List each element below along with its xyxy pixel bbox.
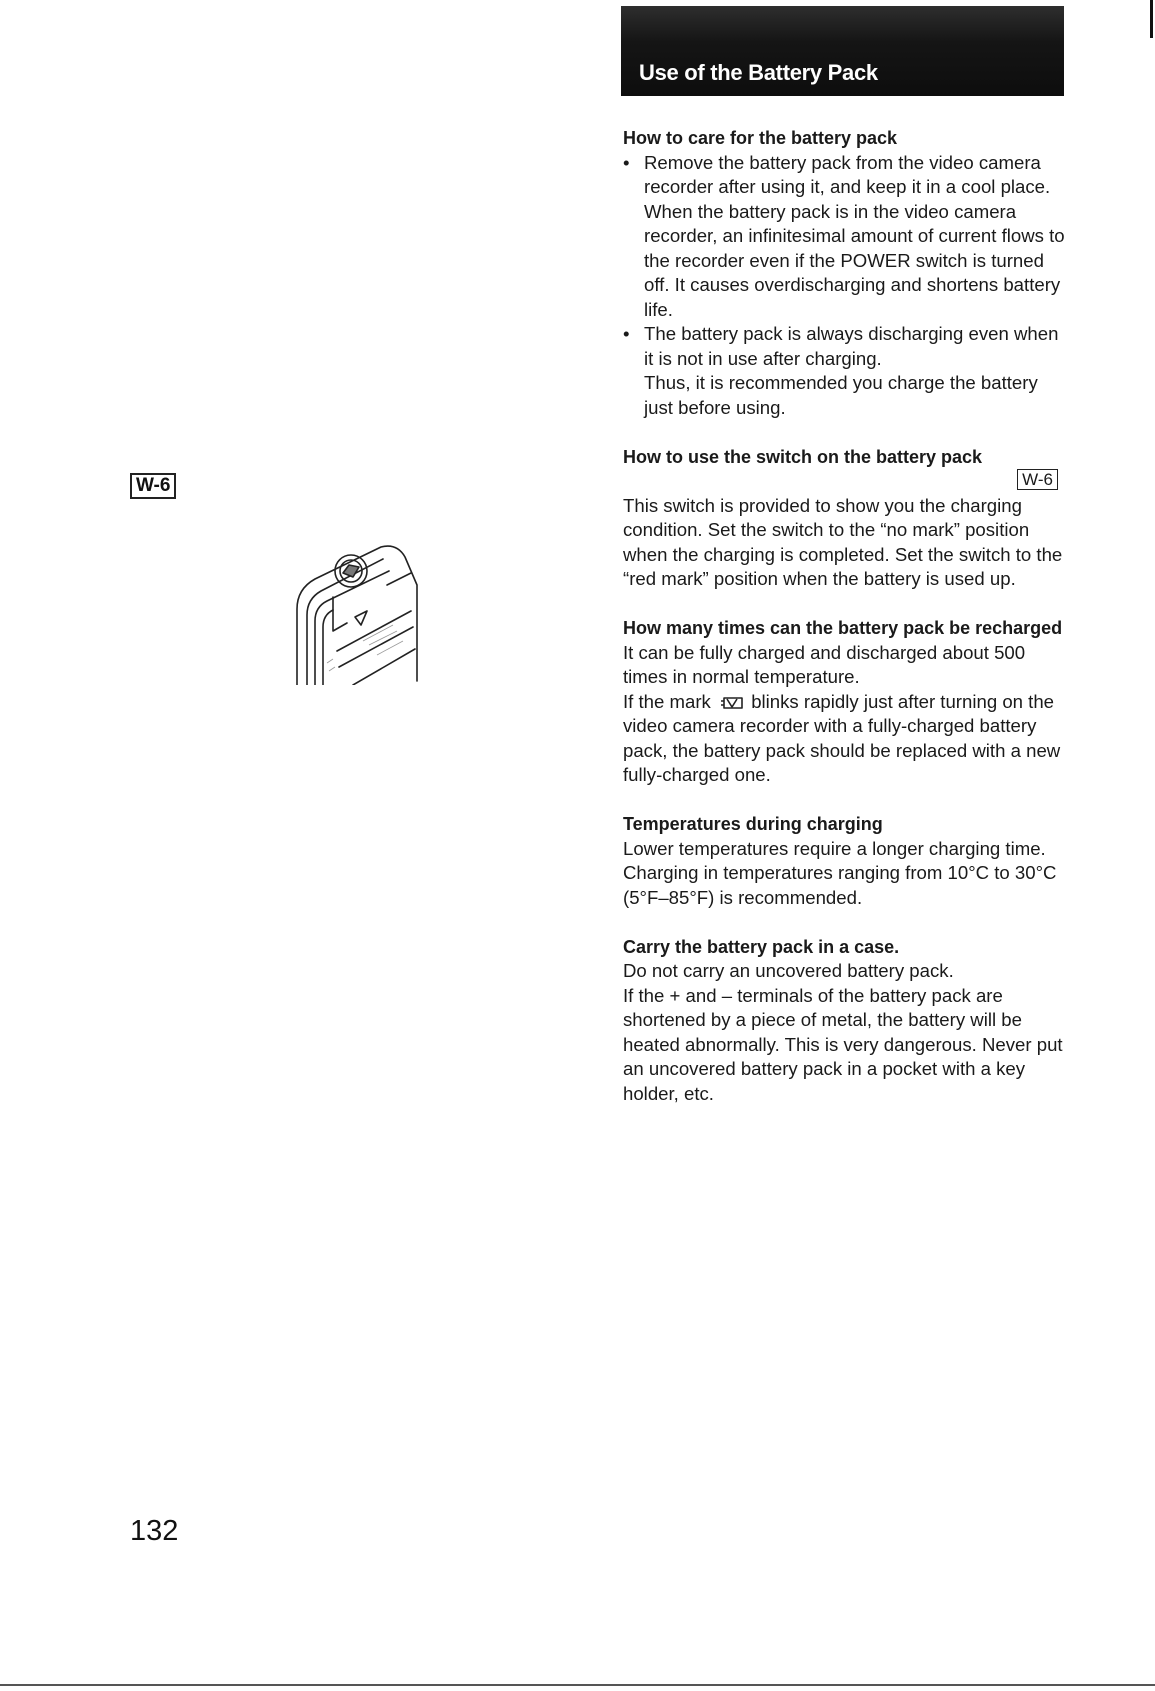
section-heading: How to care for the battery pack [623,128,898,148]
battery-mark-icon [716,694,746,710]
battery-pack-illustration [293,545,421,685]
section-charging-temperatures [623,812,1068,910]
page-title: Use of the Battery Pack [639,60,878,85]
page-edge-mark [1150,0,1153,38]
bullet-paragraph: The battery pack is always discharging even when it is not in use after charging. [644,323,1059,369]
section-paragraph: This switch is provided to show you the charging condition. Set the switch to the “no mark” position when the charging is completed. Set the switch to the “red mark” position when the battery is used up. [623,494,1063,589]
section-battery-care [623,126,1068,420]
bullet-paragraph: When the battery pack is in the video camera recorder, an infinitesimal amount of current flows to the recorder even if the POWER switch is turned off. It causes overdischarging and shortens battery life. [644,200,1065,320]
section-heading: Carry the battery pack in a case. [623,936,900,957]
section-paragraph: It can be fully charged and discharged about 500 times in normal temperature. [623,641,1026,687]
section-heading: Temperatures during charging [623,814,883,834]
page-number: 132 [130,1515,179,1547]
bullet-item [623,151,1068,323]
text-column [623,126,1068,1131]
bullet-icon: • [623,151,630,173]
bullet-icon: • [623,323,630,344]
bullet-paragraph: Remove the battery pack from the video camera recorder after using it, and keep it in a cool place. [644,151,1051,197]
section-paragraph: Charging in temperatures ranging from 10°C to 30°C (5°F–85°F) is recommended. [623,862,1057,908]
section-paragraph: Do not carry an uncovered battery pack. [623,960,954,981]
figure-label: W-6 [130,473,176,499]
section-header-bar [621,6,1064,96]
bullet-item [623,322,1068,420]
mark-text-before: If the mark [623,690,711,712]
figure-reference: W-6 [1017,469,1058,490]
section-heading: How to use the switch on the battery pack [623,446,983,467]
bullet-paragraph: Thus, it is recommended you charge the battery just before using. [644,372,1038,418]
section-battery-switch [623,445,1068,592]
heading-row [623,445,1068,494]
section-paragraph [623,690,1068,788]
section-paragraph: Lower temperatures require a longer charging time. [623,837,1046,859]
section-recharge-count [623,616,1068,788]
mark-text-after: blinks rapidly just after turning on the video camera recorder with a fully-charged battery pack, the battery pack should be replaced with a new fully-charged one. [623,690,1061,785]
section-paragraph: If the + and – terminals of the battery pack are shortened by a piece of metal, the battery will be heated abnormally. This is very dangerous. Never put an uncovered battery pack in a pocket with a key holder, etc. [623,984,1063,1104]
section-heading: How many times can the battery pack be recharged [623,618,1063,638]
bottom-rule [0,1684,1155,1686]
section-carry-case [623,935,1068,1107]
